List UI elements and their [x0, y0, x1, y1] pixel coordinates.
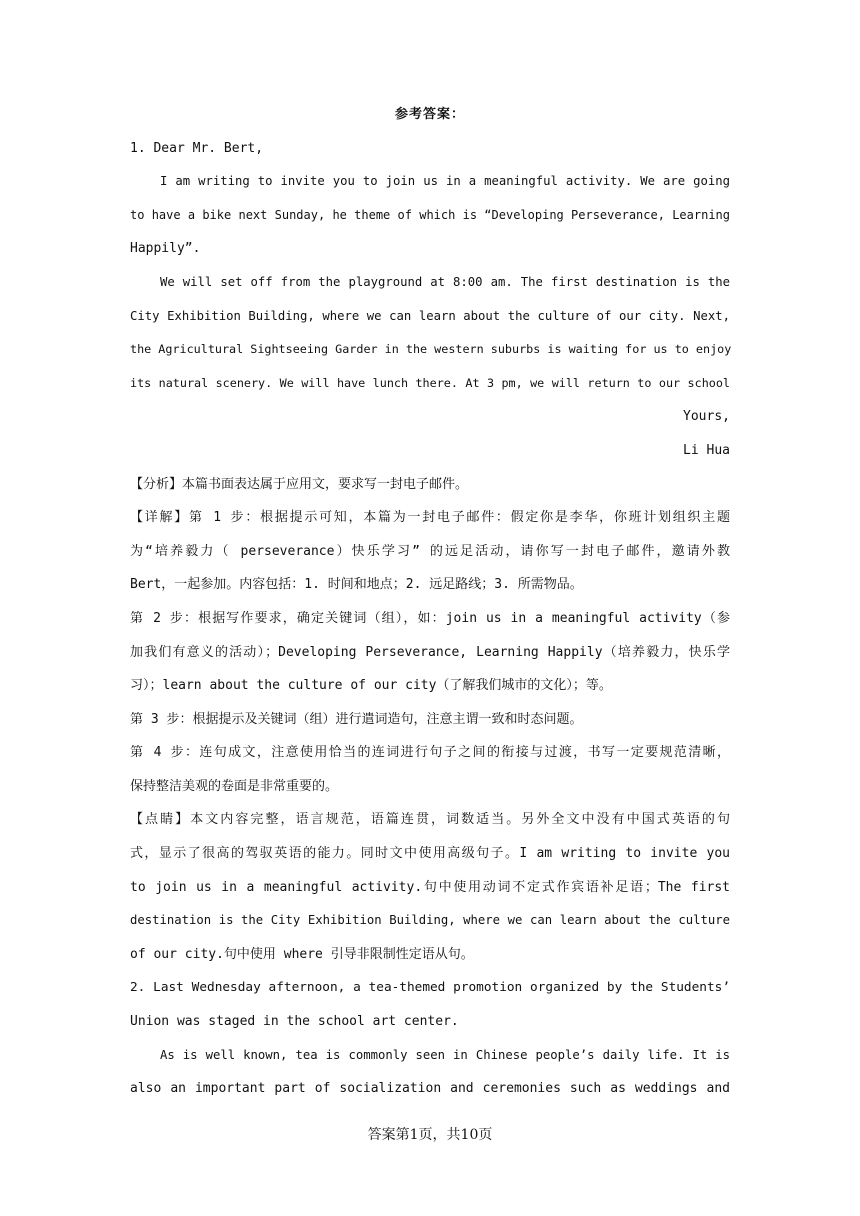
- text-line: We will set off from the playground at 8:00 am. The first destination is the: [160, 274, 730, 289]
- text-line: As is well known, tea is commonly seen in Chinese people’s daily life. It is: [160, 1047, 730, 1062]
- text-line: 【点睛】本文内容完整，语言规范，语篇连贯，词数适当。另外全文中没有中国式英语的句: [130, 812, 730, 828]
- page-content: [130, 98, 730, 1106]
- text-line: Union was staged in the school art center.: [130, 1014, 459, 1030]
- text-line: to have a bike next Sunday, he theme of which is “Developing Perseverance, Learning: [130, 207, 730, 222]
- text-line: 【详解】第 1 步：根据提示可知，本篇为一封电子邮件：假定你是李华，你班计划组织主题: [130, 510, 730, 526]
- text-line: Happily”.: [130, 241, 201, 257]
- text-line: destination is the City Exhibition Building, where we can learn about the culture: [130, 913, 730, 928]
- text-line: to join us in a meaningful activity.句中使用动词不定式作宾语补足语；The first: [130, 879, 730, 895]
- answer-title: 参考答案：: [394, 107, 465, 122]
- page-footer: 答案第1页，共10页: [367, 1127, 493, 1143]
- text-line: its natural scenery. We will have lunch there. At 3 pm, we will return to our school: [130, 375, 730, 390]
- text-line: City Exhibition Building, where we can learn about the culture of our city. Next,: [130, 308, 730, 323]
- text-line: 1. Dear Mr. Bert,: [130, 140, 264, 156]
- text-line: 【分析】本篇书面表达属于应用文，要求写一封电子邮件。: [130, 476, 469, 492]
- letter-closing: Yours,: [683, 409, 730, 425]
- text-line: 第 4 步：连句成文，注意使用恰当的连词进行句子之间的衔接与过渡，书写一定要规范清晰，: [130, 745, 730, 761]
- text-line: the Agricultural Sightseeing Garder in the western suburbs is waiting for us to enjoy: [130, 342, 732, 357]
- text-line: 保持整洁美观的卷面是非常重要的。: [130, 778, 339, 794]
- text-line: Bert，一起参加。内容包括：1. 时间和地点；2. 远足路线；3. 所需物品。: [130, 577, 583, 593]
- text-line: 为“培养毅力（ perseverance）快乐学习” 的远足活动，请你写一封电子邮件，邀请外教: [130, 543, 730, 559]
- text-line: 加我们有意义的活动）；Developing Perseverance, Learning Happily（培养毅力，快乐学: [130, 644, 730, 660]
- text-line: 式，显示了很高的驾驭英语的能力。同时文中使用高级句子。I am writing to invite you: [130, 846, 730, 862]
- text-line: 2. Last Wednesday afternoon, a tea-themed promotion organized by the Students’: [130, 980, 730, 996]
- text-line: 习）；learn about the culture of our city（了解我们城市的文化）；等。: [130, 678, 612, 694]
- text-line: I am writing to invite you to join us in a meaningful activity. We are going: [160, 174, 730, 189]
- text-line: 第 2 步：根据写作要求，确定关键词（组），如：join us in a meaningful activity（参: [130, 610, 730, 626]
- text-line: of our city.句中使用 where 引导非限制性定语从句。: [130, 946, 474, 962]
- text-line: 第 3 步：根据提示及关键词（组）进行遣词造句，注意主谓一致和时态问题。: [130, 711, 583, 727]
- text-line: also an important part of socialization and ceremonies such as weddings and: [130, 1081, 730, 1097]
- letter-signature: Li Hua: [683, 442, 730, 458]
